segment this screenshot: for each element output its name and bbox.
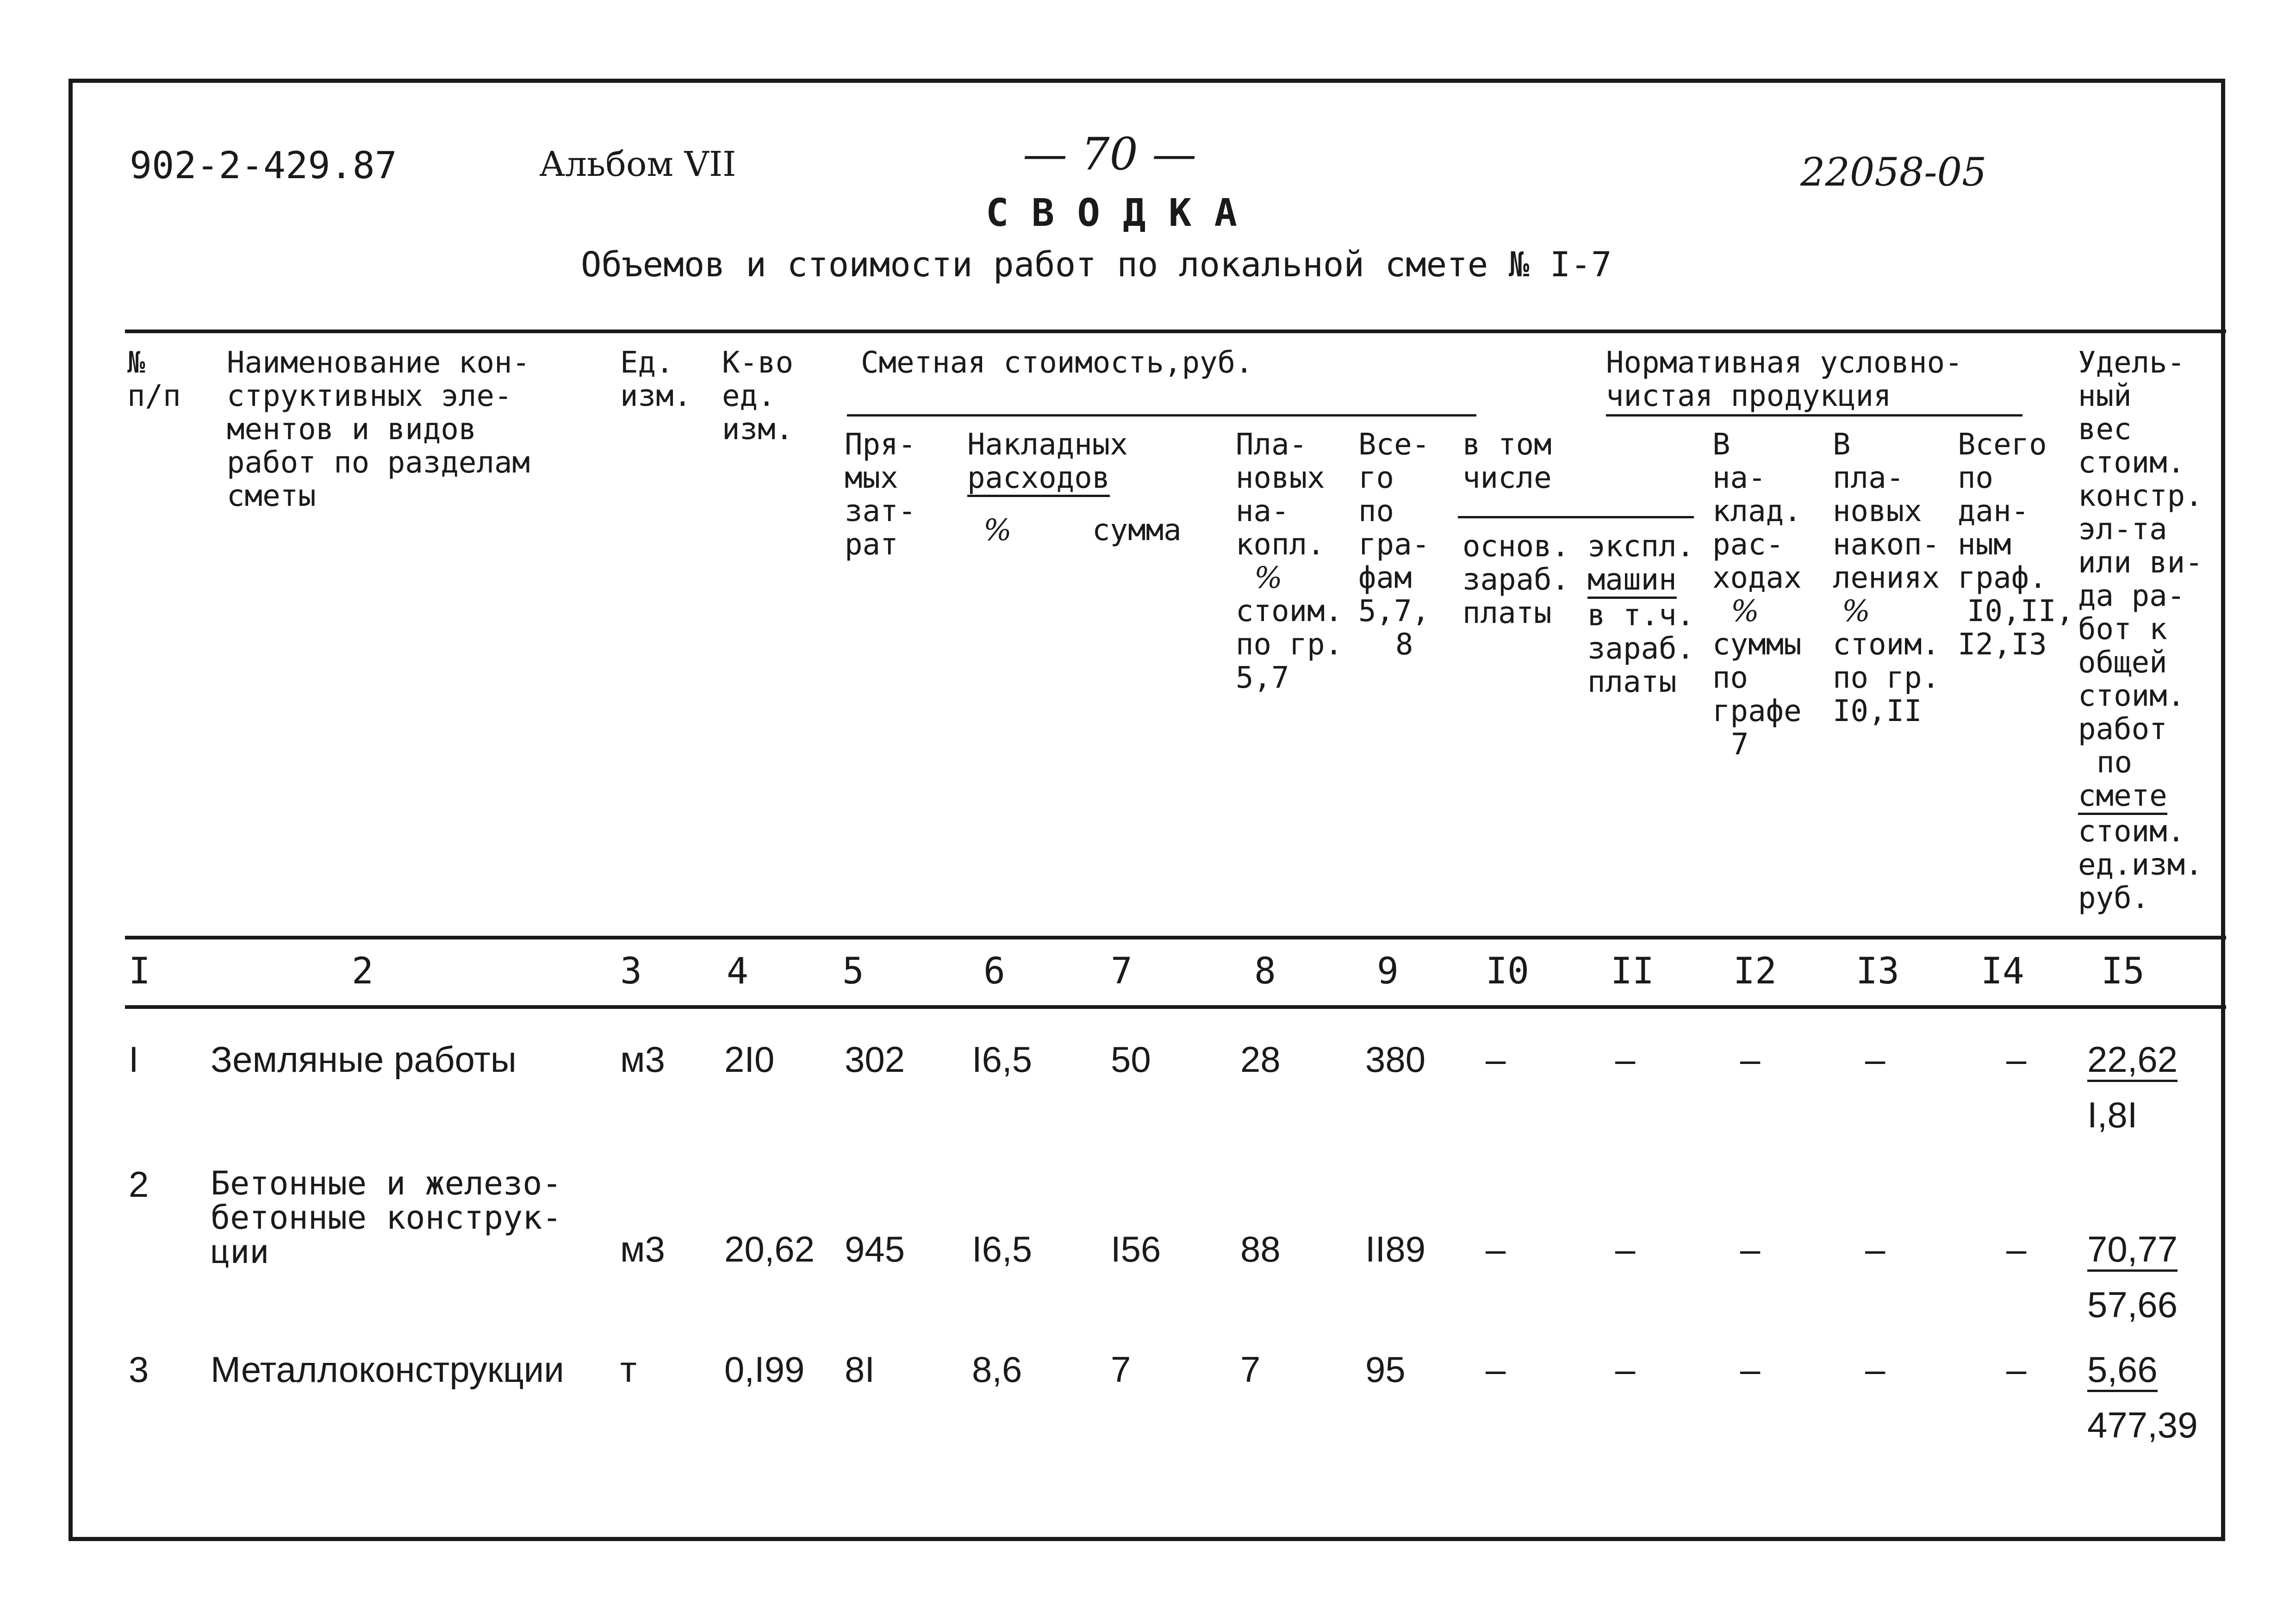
header-unit: Ед. изм. [620, 346, 692, 413]
row-in-planned-savings: – [1865, 1349, 1885, 1390]
column-number: 3 [620, 951, 642, 992]
row-base-wages: – [1486, 1349, 1506, 1390]
row-base-wages: – [1486, 1229, 1506, 1269]
row-overhead-sum: 7 [1111, 1349, 1131, 1390]
row-name: Бетонные и железо- бетонные конструк- ции [211, 1164, 562, 1271]
row-unit-cost: 57,66 [2087, 1284, 2178, 1325]
header-in-overhead: В на- клад. рас- ходах % суммы по графе 7 [1712, 428, 1802, 762]
column-number: 4 [727, 951, 748, 992]
row-unit: т [620, 1349, 637, 1390]
header-in-planned-savings: В пла- новых накоп- лениях % стоим. по гр. I0,II [1833, 428, 1940, 728]
column-number: 9 [1377, 951, 1399, 992]
row-in-overhead: – [1740, 1349, 1761, 1390]
column-number: I0 [1486, 951, 1529, 992]
row-total-by-columns: – [2006, 1039, 2027, 1080]
column-number: I5 [2101, 951, 2145, 992]
header-total-by-columns: Всего по дан- ным граф. I0,II, I2,I3 [1958, 428, 2074, 662]
document-code: 902-2-429.87 [130, 144, 397, 187]
column-number: I2 [1733, 951, 1777, 992]
column-number: 2 [352, 951, 373, 992]
row-number: 3 [129, 1349, 149, 1390]
column-numbers-rule [125, 1005, 2226, 1009]
sheet-number: 22058-05 [1800, 149, 1987, 195]
page-frame [68, 79, 2225, 1541]
row-machine-operation: – [1615, 1039, 1636, 1080]
incl-rule [1458, 516, 1694, 518]
header-direct-costs: Пря- мых зат- рат [845, 428, 916, 562]
header-number: № п/п [127, 346, 181, 413]
header-total: Все- го по гра- фам 5,7, 8 [1358, 428, 1430, 662]
row-quantity: 2I0 [724, 1039, 775, 1080]
row-name: Металлоконструкции [211, 1349, 564, 1390]
page-number: — 70 — [1023, 128, 1197, 180]
row-in-overhead: – [1740, 1039, 1761, 1080]
row-unit: м3 [620, 1039, 666, 1080]
column-number: 5 [842, 951, 864, 992]
row-unit-cost: I,8I [2087, 1094, 2138, 1135]
row-quantity: 0,I99 [724, 1349, 805, 1390]
row-name: Земляные работы [211, 1039, 516, 1080]
header-bottom-rule [125, 936, 2226, 939]
column-number: 8 [1254, 951, 1276, 992]
row-specific-weight: 5,66 [2087, 1351, 2158, 1387]
album-label: Альбом VII [539, 144, 736, 184]
row-unit-cost: 477,39 [2087, 1405, 2198, 1445]
column-number: 6 [983, 951, 1005, 992]
row-machine-operation: – [1615, 1229, 1636, 1269]
header-cost-group: Сметная стоимость,руб. [861, 346, 1253, 380]
row-overhead-sum: I56 [1111, 1229, 1161, 1269]
row-direct-costs: 945 [845, 1229, 905, 1269]
row-overhead-percent: I6,5 [972, 1229, 1033, 1269]
row-base-wages: – [1486, 1039, 1506, 1080]
row-total: 380 [1365, 1039, 1426, 1080]
header-quantity: К-во ед. изм. [722, 346, 794, 447]
row-planned-savings: 7 [1240, 1349, 1261, 1390]
row-in-overhead: – [1740, 1229, 1761, 1269]
row-overhead-sum: 50 [1111, 1039, 1151, 1080]
header-norm-group: Нормативная условно- чистая продукция [1606, 346, 1963, 413]
column-number: I4 [1981, 951, 2024, 992]
row-number: I [129, 1039, 139, 1080]
row-in-planned-savings: – [1865, 1039, 1885, 1080]
column-number: 7 [1111, 951, 1132, 992]
column-number: II [1611, 951, 1654, 992]
row-planned-savings: 88 [1240, 1229, 1281, 1269]
header-specific-weight: Удель- ный вес стоим. констр. эл-та или ви- да ра- бот к общей стоим. работ по смете стоим. ед.изм. руб. [2078, 346, 2203, 915]
cost-group-rule [847, 414, 1476, 417]
row-unit: м3 [620, 1229, 666, 1269]
header-name: Наименование кон- структивных эле- ментов и видов работ по разделам сметы [227, 346, 530, 513]
row-overhead-percent: I6,5 [972, 1039, 1033, 1080]
page-title: С В О Д К А [986, 191, 1238, 235]
header-planned-savings: Пла- новых на- копл. % стоим. по гр. 5,7 [1236, 428, 1343, 695]
header-overhead-sum: сумма [1092, 513, 1182, 547]
row-total-by-columns: – [2006, 1229, 2027, 1269]
row-machine-operation: – [1615, 1349, 1636, 1390]
header-machine-operation: экспл. машин в т.ч. зараб. платы [1587, 529, 1695, 699]
row-specific-weight: 22,62 [2087, 1041, 2178, 1077]
header-base-wages: основ. зараб. платы [1462, 529, 1570, 630]
row-number: 2 [129, 1164, 149, 1205]
row-overhead-percent: 8,6 [972, 1349, 1022, 1390]
row-in-planned-savings: – [1865, 1229, 1885, 1269]
row-total: 95 [1365, 1349, 1406, 1390]
row-total: II89 [1365, 1229, 1426, 1269]
header-including: в том числе [1462, 428, 1552, 495]
header-overhead-group: Накладных расходов [967, 428, 1128, 497]
header-overhead-percent: % [983, 513, 1012, 547]
row-direct-costs: 8I [845, 1349, 875, 1390]
page-subtitle: Объемов и стоимости работ по локальной смете № I-7 [581, 245, 1612, 285]
column-number: I3 [1856, 951, 1899, 992]
row-planned-savings: 28 [1240, 1039, 1281, 1080]
row-total-by-columns: – [2006, 1349, 2027, 1390]
table-top-rule [125, 330, 2226, 333]
norm-group-rule [1606, 414, 2022, 417]
row-direct-costs: 302 [845, 1039, 905, 1080]
column-number: I [129, 951, 150, 992]
row-specific-weight: 70,77 [2087, 1231, 2178, 1267]
row-quantity: 20,62 [724, 1229, 815, 1269]
